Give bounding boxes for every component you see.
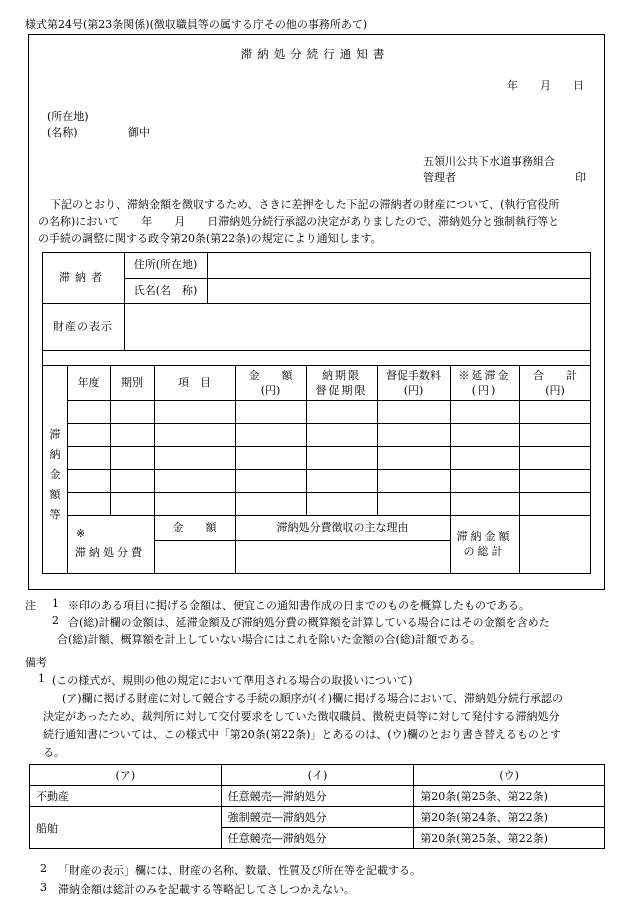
name-label: 氏名(名 称) — [133, 284, 198, 297]
header-late-unit: (円) — [471, 384, 498, 397]
header-year: 年度 — [77, 376, 100, 389]
rule — [42, 350, 591, 351]
body-text — [38, 196, 598, 247]
rule — [207, 252, 208, 303]
header-amount-unit: (円) — [260, 384, 281, 397]
amounts-label: 滞納金額等 — [49, 428, 61, 521]
header-total — [519, 368, 591, 398]
date-year: 年 — [507, 79, 518, 92]
property-label: 財産の表示 — [53, 320, 113, 333]
table-cell: 第20条(第25条、第22条) — [414, 828, 605, 849]
note-1: ※印のある項目に掲げる金額は、便宜この通知書作成の日までのものを概算したものである。 — [68, 599, 530, 612]
remark-2-num: 2 — [40, 862, 47, 875]
table-row — [30, 765, 605, 786]
remarks-label: 備考 — [25, 656, 47, 669]
note-2-num: 2 — [52, 614, 59, 627]
header-amount-line: 金 額 — [248, 369, 293, 382]
disposal-cost-label: 滞納処分費 — [75, 546, 145, 559]
rule — [154, 365, 155, 574]
date-month: 月 — [540, 79, 551, 92]
remark-1-c: 続行通知書については、この様式中「第20条(第22条)」とあるのは、(ウ)欄のとおり書き替えるものとす — [43, 728, 561, 741]
table-row — [30, 807, 605, 828]
table-row — [30, 786, 605, 807]
header-deadline — [306, 368, 377, 398]
table-header-cell: (ア) — [30, 765, 222, 786]
address-label: 住所(所在地) — [133, 258, 198, 271]
body-line: 下記のとおり、滞納金額を徴収するため、さきに差押をした下記の滞納者の財産について、(執行官役所 — [50, 198, 560, 211]
remark-3: 滞納金額は総計のみを記載する等略記してさしつかえない。 — [58, 883, 355, 896]
replacement-table — [29, 764, 605, 849]
rule — [67, 400, 591, 401]
grand-total-line: の総計 — [463, 545, 506, 558]
disposal-mark: ※ — [76, 527, 86, 540]
remark-1-a: (ア)欄に掲げる財産に対して競合する手続の順序が(イ)欄に掲げる場合において、滞納処分続行承認の — [62, 692, 563, 705]
table-header-cell: (ウ) — [414, 765, 605, 786]
grand-total-label — [450, 529, 519, 559]
header-item: 項 目 — [178, 376, 211, 389]
rule — [67, 469, 591, 470]
recipient-location: (所在地) — [47, 110, 89, 123]
header-total-unit: (円) — [545, 384, 565, 397]
disposal-amount-label: 金 額 — [172, 521, 217, 534]
header-deadline-line: 納期限 — [322, 369, 361, 382]
table-cell: 任意競売―滞納処分 — [221, 828, 414, 849]
form-header: 様式第24号(第23条関係)(徴収職員等の属する庁その他の事務所あて) — [25, 18, 368, 31]
disposal-reason-label: 滞納処分費徴収の主な理由 — [276, 521, 409, 534]
table-cell: 第20条(第25条、第22条) — [414, 786, 605, 807]
remark-1-d: る。 — [43, 746, 65, 759]
rule — [67, 423, 591, 424]
header-late — [450, 368, 519, 398]
table-cell: 不動産 — [30, 786, 222, 807]
header-late-line: ※延滞金 — [458, 369, 511, 382]
remark-1-title: (この様式が、規則の他の規定において準用される場合の取扱いについて) — [52, 674, 413, 687]
header-period: 期別 — [121, 376, 143, 389]
header-total-line: 合 計 — [533, 369, 577, 382]
recipient-honorific: 御中 — [128, 126, 150, 139]
header-fee-unit: (円) — [403, 384, 424, 397]
body-line: の名称)において 年 月 日滞納処分続行承認の決定がありましたので、滞納処分と強制執行等と — [38, 215, 560, 228]
table-cell: 船舶 — [30, 807, 222, 849]
form-title: 滞納処分続行通知書 — [240, 47, 390, 61]
taxpayer-label: 滞納者 — [59, 271, 107, 284]
rule — [67, 515, 591, 516]
date-day: 日 — [573, 79, 584, 92]
rule — [124, 278, 591, 279]
table-cell: 第20条(第24条、第22条) — [414, 807, 605, 828]
table-cell: 強制競売―滞納処分 — [221, 807, 414, 828]
header-deadline-line: 督促期限 — [315, 384, 368, 397]
sender-title: 管理者 — [423, 171, 456, 184]
sender-org: 五領川公共下水道事務組合 — [423, 155, 555, 168]
remark-1-b: 決定があったため、裁判所に対して交付要求をしていた徴収職員、徴税吏員等に対して発付する滞納処分 — [43, 710, 560, 723]
grand-total-line: 滞納金額 — [456, 530, 513, 543]
notes-label: 注 — [25, 599, 36, 612]
remark-3-num: 3 — [40, 881, 47, 894]
body-line: の手続の調整に関する政令第20条(第22条)の規定により通知します。 — [38, 232, 382, 245]
header-fee-line: 督促手数料 — [386, 369, 441, 382]
sender-seal: 印 — [575, 171, 586, 184]
table-cell: 任意競売―滞納処分 — [221, 786, 414, 807]
rule — [42, 365, 591, 366]
note-2a: 合(総)計欄の金額は、延滞金額及び滞納処分費の概算額を計算している場合にはその金額を含めた — [68, 616, 550, 629]
header-fee — [377, 368, 450, 398]
table-header-cell: (イ) — [221, 765, 414, 786]
rule — [67, 492, 591, 493]
remark-1-num: 1 — [38, 672, 45, 685]
recipient-name: (名称) — [47, 126, 78, 139]
rule — [154, 540, 450, 541]
note-1-num: 1 — [52, 597, 59, 610]
note-2b: 合(総)計額、概算額を計上していない場合にはこれを除いた金額の合(総)計額である。 — [57, 633, 482, 646]
rule — [67, 446, 591, 447]
remark-2: 「財産の表示」欄には、財産の名称、数量、性質及び所在等を記載する。 — [58, 864, 421, 877]
header-amount — [235, 368, 306, 398]
